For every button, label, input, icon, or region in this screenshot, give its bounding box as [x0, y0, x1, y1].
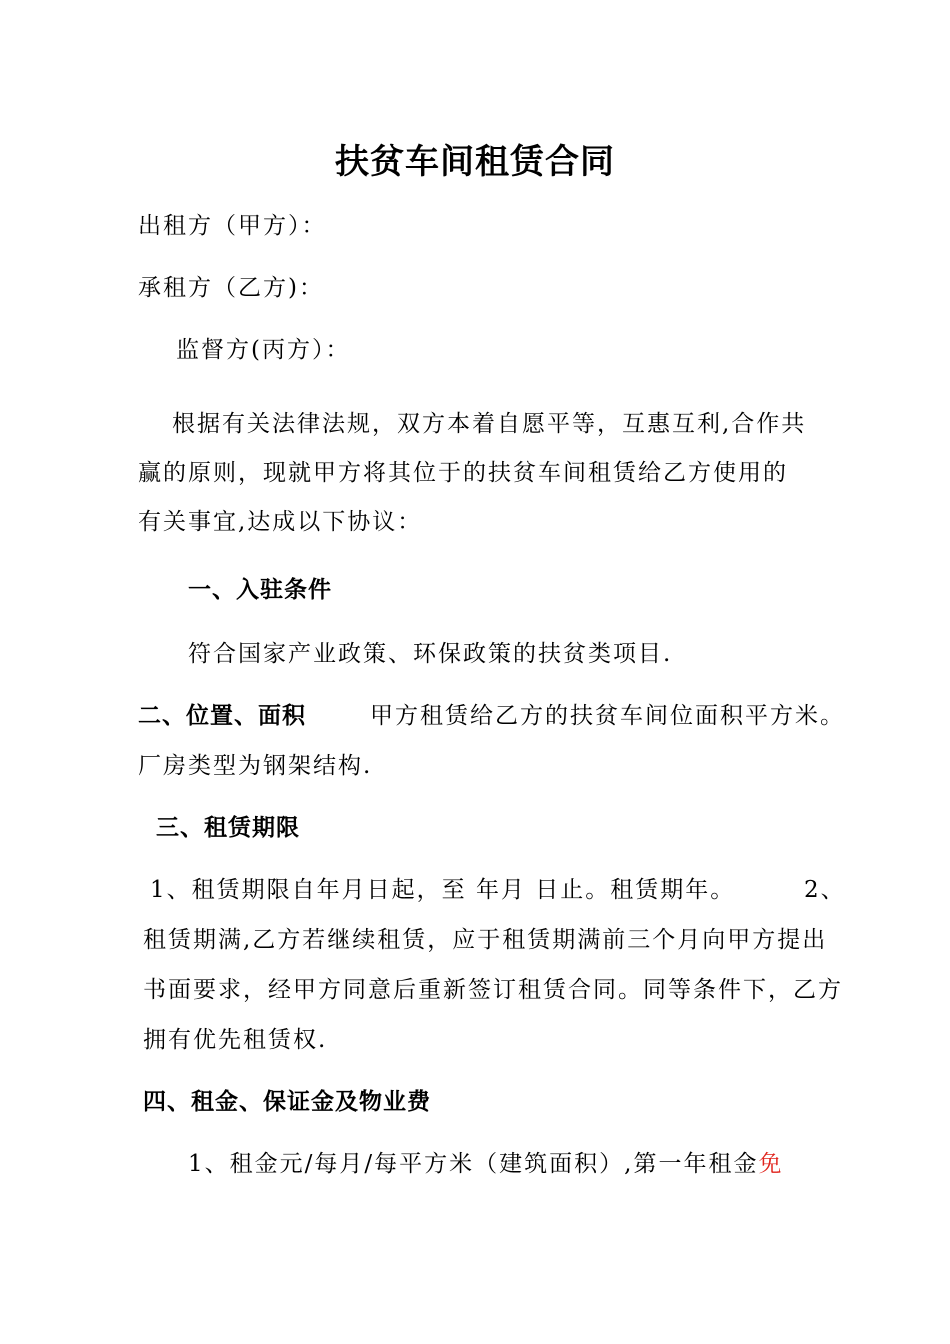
section-3-line-2: 租赁期满,乙方若继续租赁，应于租赁期满前三个月向甲方提出: [143, 927, 828, 953]
section-4-heading: 四、租金、保证金及物业费: [143, 1089, 431, 1115]
section-1-heading: 一、入驻条件: [188, 577, 332, 603]
preamble-line-2: 赢的原则，现就甲方将其位于的扶贫车间租赁给乙方使用的: [138, 460, 788, 486]
preamble-line-3: 有关事宜,达成以下协议：: [138, 509, 423, 535]
section-3-line-3: 书面要求，经甲方同意后重新签订租赁合同。同等条件下，乙方: [143, 977, 843, 1003]
lessee-label: 承租方（乙方)：: [138, 275, 324, 301]
section-2-body-line-2: 厂房类型为钢架结构.: [138, 753, 373, 779]
section-2-body-line-1: 甲方租赁给乙方的扶贫车间位面积平方米。: [370, 703, 845, 729]
section-2-heading: 二、位置、面积: [138, 703, 306, 729]
section-3-line-1: 1、租赁期限自年月日起，至 年月 日止。租赁期年。: [150, 877, 736, 903]
section-1-body: 符合国家产业政策、环保政策的扶贫类项目.: [188, 641, 673, 667]
section-3-line-4: 拥有优先租赁权.: [143, 1027, 328, 1053]
section-3-item-2-marker: 2、: [804, 877, 846, 903]
section-4-red-text: 免: [758, 1151, 784, 1177]
supervisor-label: 监督方(丙方）：: [176, 337, 351, 363]
lessor-label: 出租方（甲方）：: [138, 213, 327, 239]
contract-title: 扶贫车间租赁合同: [335, 142, 615, 182]
section-4-line-1-text: 1、租金元/每月/每平方米（建筑面积）,第一年租金: [188, 1151, 759, 1177]
preamble-line-1: 根据有关法律法规，双方本着自愿平等，互惠互利,合作共: [172, 411, 807, 437]
section-3-heading: 三、租赁期限: [156, 815, 300, 841]
section-4-line-1: [188, 1150, 783, 1178]
